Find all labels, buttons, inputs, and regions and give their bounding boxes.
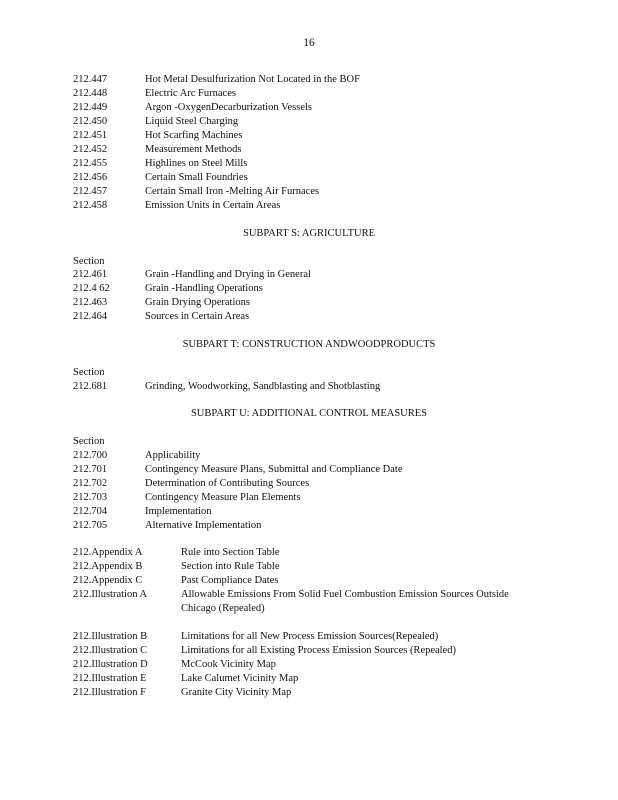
appendix-code: 212.Appendix A [73,547,143,558]
toc-row [73,449,200,463]
toc-row [73,115,238,129]
toc-row [73,310,249,324]
toc-row [73,199,280,213]
section-title: Emission Units in Certain Areas [145,200,281,211]
toc-row [73,519,261,533]
appendix-code: 212.Appendix B [73,561,143,572]
section-number: 212.701 [73,464,108,475]
toc-row [73,380,380,394]
toc-row [73,143,242,157]
subpart-t-heading: SUBPART T: CONSTRUCTION ANDWOODPRODUCTS [182,339,436,350]
section-title: Electric Arc Furnaces [145,88,236,99]
appendix-title: Limitations for all Existing Process Emission Sources (Repealed) [181,645,456,656]
appendix-code: 212.Illustration A [73,589,148,600]
section-title: Grain -Handling Operations [145,283,263,294]
section-number: 212.456 [73,172,108,183]
toc-row [73,505,211,519]
appendix-title: McCook Vicinity Map [181,659,276,670]
toc-row [73,157,247,171]
section-title: Contingency Measure Plan Elements [145,492,301,503]
section-number: 212.447 [73,74,108,85]
subpart-s-heading: SUBPART S: AGRICULTURE [242,228,376,239]
appendix-title: Lake Calumet Vicinity Map [181,673,299,684]
section-number: 212.704 [73,506,108,517]
toc-row [73,296,250,310]
section-label: Section [73,256,105,267]
appendix-row [73,644,521,658]
section-title: Liquid Steel Charging [145,116,239,127]
section-number: 212.452 [73,144,108,155]
section-title: Determination of Contributing Sources [145,478,310,489]
section-title: Measurement Methods [145,144,242,155]
appendix-row [73,546,521,560]
appendix-code: 212.Illustration D [73,659,148,670]
toc-row [73,463,403,477]
appendix-row [73,658,521,672]
section-label: Section [73,436,105,447]
section-number: 212.681 [73,381,108,392]
toc-row [73,101,312,115]
section-title: Grain -Handling and Drying in General [145,269,311,280]
section-number: 212.700 [73,450,108,461]
section-title: Certain Small Iron -Melting Air Furnaces [145,186,320,197]
appendix-title: Section into Rule Table [181,561,280,572]
toc-row [73,268,311,282]
appendix-row [73,588,521,616]
section-label: Section [73,367,105,378]
section-title: Hot Metal Desulfurization Not Located in the BOF [145,74,360,85]
section-number: 212.458 [73,200,108,211]
section-title: Grinding, Woodworking, Sandblasting and Shotblasting [145,381,381,392]
toc-row [73,87,236,101]
section-title: Highlines on Steel Mills [145,158,248,169]
appendix-row [73,672,521,686]
toc-row [73,282,263,296]
section-number: 212.451 [73,130,108,141]
section-number: 212.450 [73,116,108,127]
section-number: 212.703 [73,492,108,503]
section-number: 212.705 [73,520,108,531]
section-title: Certain Small Foundries [145,172,248,183]
section-number: 212.455 [73,158,108,169]
section-number: 212.449 [73,102,108,113]
appendix-title: Past Compliance Dates [181,575,279,586]
appendix-row [73,686,521,700]
section-number: 212.463 [73,297,108,308]
appendix-title: Rule into Section Table [181,547,280,558]
appendix-code: 212.Illustration E [73,673,147,684]
appendix-title: Allowable Emissions From Solid Fuel Combustion Emission Sources Outside Chicago (Repealed) [181,589,509,614]
section-number: 212.448 [73,88,108,99]
toc-row [73,477,309,491]
appendix-title: Limitations for all New Process Emission Sources(Repealed) [181,631,439,642]
section-title: Sources in Certain Areas [145,311,250,322]
toc-row [73,171,248,185]
appendix-code: 212.Illustration C [73,645,148,656]
toc-row [73,129,242,143]
section-number: 212.464 [73,311,108,322]
appendix-row [73,574,521,588]
section-title: Contingency Measure Plans, Submittal and Compliance Date [145,464,403,475]
appendix-code: 212.Appendix C [73,575,143,586]
section-title: Grain Drying Operations [145,297,250,308]
appendix-code: 212.Illustration B [73,631,148,642]
toc-row [73,73,360,87]
section-number: 212.702 [73,478,108,489]
section-title: Alternative Implementation [145,520,262,531]
appendix-row [73,560,521,574]
section-title: Hot Scarfing Machines [145,130,243,141]
appendix-row [73,630,521,644]
toc-row [73,185,319,199]
subpart-u-heading: SUBPART U: ADDITIONAL CONTROL MEASURES [190,408,428,419]
section-title: Applicability [145,450,201,461]
appendix-code: 212.Illustration F [73,687,146,698]
section-number: 212.4 62 [73,283,110,294]
section-number: 212.457 [73,186,108,197]
appendix-title: Granite City Vicinity Map [181,687,292,698]
section-number: 212.461 [73,269,108,280]
section-title: Implementation [145,506,212,517]
section-title: Argon -OxygenDecarburization Vessels [145,102,312,113]
page-number: 16 [303,37,315,49]
toc-row [73,491,300,505]
